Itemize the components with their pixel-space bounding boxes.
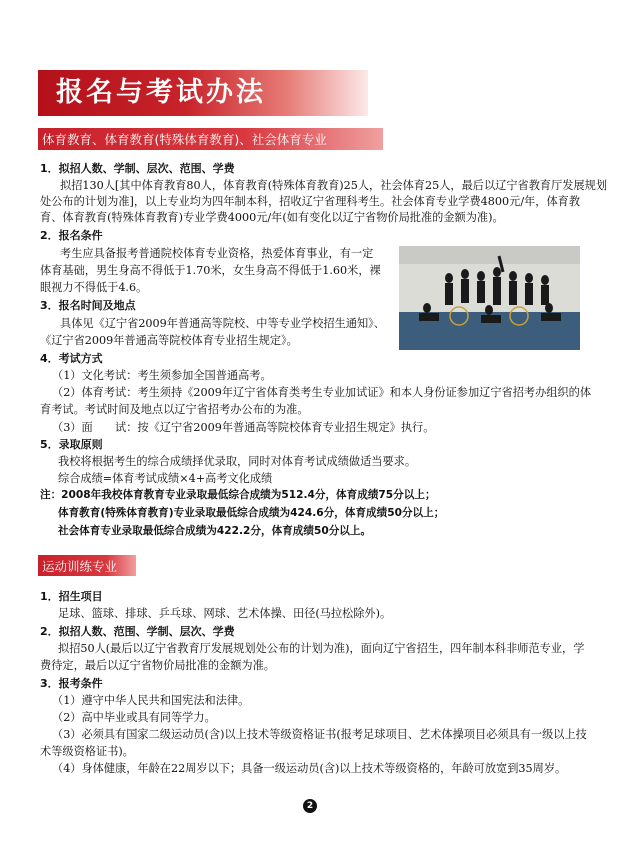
paragraph-line: （3）必须具有国家二级运动员(含)以上技术等级资格证书(报考足球项目、艺术体操项目必须具有一级以上技 xyxy=(52,728,587,741)
paragraph-line: （2）高中毕业或具有同等学力。 xyxy=(52,711,216,724)
heading-requirements: 2．报名条件 xyxy=(40,229,103,242)
heading-admission-principle: 5．录取原则 xyxy=(40,438,103,451)
paragraph-line: （2）体育考试：考生须持《2009年辽宁省体育类考生专业加试证》和本人身份证参加辽宁省招考办组织的体 xyxy=(52,386,592,399)
paragraph-line: （4）身体健康，年龄在22周岁以下；具备一级运动员(含)以上技术等级资格的，年龄可放宽到35周岁。 xyxy=(52,762,567,775)
heading-enrollment: 1．拟招人数、学制、层次、范围、学费 xyxy=(40,162,235,175)
heading-enrollment: 2．拟招人数、范围、学制、层次、学费 xyxy=(40,625,235,638)
paragraph-line: （1）文化考试：考生须参加全国普通高考。 xyxy=(52,369,272,382)
note-line: 注：2008年我校体育教育专业录取最低综合成绩为512.4分，体育成绩75分以上； xyxy=(40,489,436,501)
heading-application-conditions: 3．报考条件 xyxy=(40,677,103,690)
paragraph-line: 拟招130人[其中体育教育80人，体育教育(特殊体育教育)25人，社会体育25人，最后以辽宁省教育厅发展规划 xyxy=(60,179,608,192)
note-line: 社会体育专业录取最低综合成绩为422.2分，体育成绩50分以上。 xyxy=(58,525,372,537)
paragraph-line: 我校将根据考生的综合成绩择优录取，同时对体育考试成绩做适当要求。 xyxy=(58,455,417,468)
page-title: 报名与考试办法 xyxy=(56,77,266,108)
page-number: 2 xyxy=(303,799,317,813)
note-line: 体育教育(特殊体育教育)专业录取最低综合成绩为424.6分，体育成绩50分以上； xyxy=(58,507,445,519)
paragraph-line: 眼视力不得低于4.6。 xyxy=(40,281,148,294)
paragraph-line: （1）遵守中华人民共和国宪法和法律。 xyxy=(52,694,250,707)
paragraph-line: 考生应具备报考普通院校体育专业资格，热爱体育事业，有一定 xyxy=(60,247,374,260)
paragraph-line: 具体见《辽宁省2009年普通高等院校、中等专业学校招生通知》、 xyxy=(60,317,385,330)
paragraph-line: 育考试。考试时间及地点以辽宁省招考办公布的为准。 xyxy=(40,403,309,416)
paragraph-line: 处公布的计划为准]，以上专业均为四年制本科，招收辽宁省理科考生。社会体育专业学费4800元/年，体育教 xyxy=(40,195,581,208)
paragraph-line: 《辽宁省2009年普通高等院校体育专业招生规定》。 xyxy=(40,334,298,347)
section-header-label: 运动训练专业 xyxy=(42,559,118,574)
section-header-sports-training xyxy=(38,555,136,576)
section-header-sports-education xyxy=(38,128,383,150)
paragraph-line: （3）面 试：按《辽宁省2009年普通高等院校体育专业招生规定》执行。 xyxy=(52,421,435,434)
paragraph-line: 费待定，最后以辽宁省物价局批准的金额为准。 xyxy=(40,659,275,672)
section-header-label: 体育教育、体育教育(特殊体育教育)、社会体育专业 xyxy=(42,132,327,147)
gymnastics-team-photo xyxy=(399,246,580,350)
heading-registration-time: 3．报名时间及地点 xyxy=(40,299,136,312)
heading-exam-method: 4．考试方式 xyxy=(40,352,103,365)
paragraph-line: 综合成绩=体育考试成绩×4+高考文化成绩 xyxy=(58,472,273,485)
paragraph-line: 足球、篮球、排球、乒乓球、网球、艺术体操、田径(马拉松除外)。 xyxy=(58,607,392,620)
paragraph-line: 体育基础，男生身高不得低于1.70米，女生身高不得低于1.60米，裸 xyxy=(40,264,381,277)
paragraph-line: 术等级资格证书)。 xyxy=(40,745,134,758)
paragraph-line: 育、体育教育(特殊体育教育)专业学费4000元/年(如有变化以辽宁省物价局批准的金额为准)。 xyxy=(40,211,504,224)
heading-recruit-items: 1．招生项目 xyxy=(40,590,103,603)
paragraph-line: 拟招50人(最后以辽宁省教育厅发展规划处公布的计划为准)，面向辽宁省招生，四年制本科非师范专业，学 xyxy=(58,642,585,655)
